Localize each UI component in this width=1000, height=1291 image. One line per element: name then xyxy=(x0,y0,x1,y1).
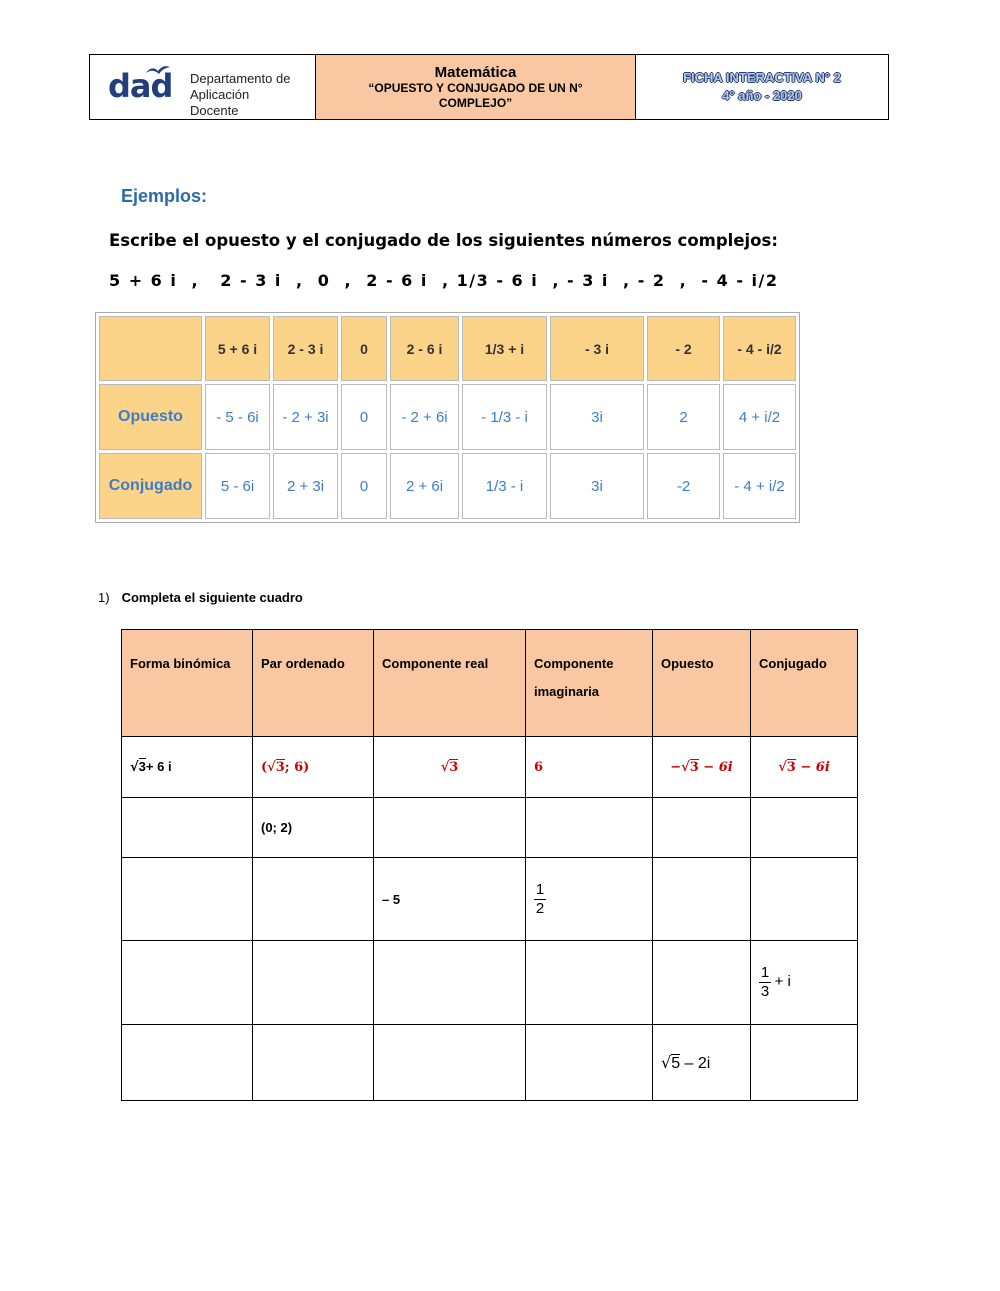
exercise-table xyxy=(121,629,858,1101)
par-ordenado-cell[interactable] xyxy=(253,858,374,941)
par-ordenado-cell[interactable] xyxy=(253,941,374,1025)
opuesto-cell[interactable]: √5 – 2i xyxy=(653,1025,751,1101)
conjugado-cell[interactable] xyxy=(751,798,858,858)
componente-imaginaria-cell[interactable] xyxy=(526,1025,653,1101)
column-header: 2 - 6 i xyxy=(390,316,459,381)
answer-cell: 3i xyxy=(550,384,644,450)
column-header: Componente imaginaria xyxy=(526,630,653,737)
table-row xyxy=(122,941,858,1025)
fraction: $\frac{1}{3}$ xyxy=(760,964,770,1000)
column-header: Par ordenado xyxy=(253,630,374,737)
sheet-year: 4° año - 2020 xyxy=(722,88,802,103)
column-header: - 3 i xyxy=(550,316,644,381)
department-name: Departamento de Aplicación Docente xyxy=(190,71,291,118)
examples-header-row xyxy=(99,316,796,381)
componente-imaginaria-cell[interactable] xyxy=(526,798,653,858)
column-header: Componente real xyxy=(374,630,526,737)
answer-cell: - 2 + 6i xyxy=(390,384,459,450)
answer-cell: 5 - 6i xyxy=(205,453,270,519)
conjugado-cell[interactable] xyxy=(751,858,858,941)
answer-cell: 0 xyxy=(341,384,387,450)
column-header: - 2 xyxy=(647,316,720,381)
header-box xyxy=(89,54,889,120)
numbers-line: 5 + 6 i , 2 - 3 i , 0 , 2 - 6 i , 1/3 - 6 i , - 3 i , - 2 , - 4 - i/2 xyxy=(109,271,779,290)
column-header: Opuesto xyxy=(653,630,751,737)
binomica-cell[interactable] xyxy=(122,1025,253,1101)
componente-real-cell[interactable]: – 5 xyxy=(374,858,526,941)
par-ordenado-cell[interactable] xyxy=(253,1025,374,1101)
answer-cell: 1/3 - i xyxy=(462,453,547,519)
answer-cell: 4 + i/2 xyxy=(723,384,796,450)
conjugado-cell[interactable]: √3 − 6i xyxy=(751,737,858,798)
exercise-title: 1) Completa el siguiente cuadro xyxy=(98,590,303,605)
answer-cell: 2 xyxy=(647,384,720,450)
examples-instruction: Escribe el opuesto y el conjugado de los siguientes números complejos: xyxy=(109,231,778,250)
column-header: Conjugado xyxy=(751,630,858,737)
exercise-header-row xyxy=(122,630,858,737)
row-label: Opuesto xyxy=(99,384,202,450)
fraction: $\frac{1}{2}$ xyxy=(535,880,545,917)
componente-imaginaria-cell[interactable] xyxy=(526,858,653,941)
header-subject-cell xyxy=(316,55,636,119)
answer-cell: 2 + 6i xyxy=(390,453,459,519)
answer-cell: - 4 + i/2 xyxy=(723,453,796,519)
componente-real-cell[interactable] xyxy=(374,1025,526,1101)
topic-line-2: COMPLEJO” xyxy=(438,95,513,110)
header-logo-cell xyxy=(90,55,316,119)
conjugado-cell[interactable] xyxy=(751,1025,858,1101)
column-header: Forma binómica xyxy=(122,630,253,737)
binomica-cell[interactable]: √3+ 6 i xyxy=(122,737,253,798)
table-row xyxy=(122,1025,858,1101)
answer-cell: -2 xyxy=(647,453,720,519)
componente-imaginaria-cell[interactable]: 6 xyxy=(526,737,653,798)
table-row xyxy=(122,858,858,941)
sheet-title: FICHA INTERACTIVA N° 2 xyxy=(683,70,841,85)
par-ordenado-cell[interactable]: (0; 2) xyxy=(253,798,374,858)
column-header: - 4 - i/2 xyxy=(723,316,796,381)
opuesto-cell[interactable] xyxy=(653,858,751,941)
binomica-cell[interactable] xyxy=(122,941,253,1025)
row-label: Conjugado xyxy=(99,453,202,519)
examples-heading: Ejemplos: xyxy=(121,186,208,206)
dad-logo: dad xyxy=(108,67,173,105)
header-sheet-cell xyxy=(636,55,888,119)
answer-cell: 3i xyxy=(550,453,644,519)
subject-title: Matemática xyxy=(434,63,517,81)
answer-cell: - 5 - 6i xyxy=(205,384,270,450)
opuesto-cell[interactable] xyxy=(653,798,751,858)
par-ordenado-cell[interactable]: (√3; 6) xyxy=(253,737,374,798)
column-header: 2 - 3 i xyxy=(273,316,338,381)
corner-cell xyxy=(99,316,202,381)
componente-real-cell[interactable] xyxy=(374,941,526,1025)
binomica-cell[interactable] xyxy=(122,858,253,941)
column-header: 1/3 + i xyxy=(462,316,547,381)
column-header: 5 + 6 i xyxy=(205,316,270,381)
answer-cell: - 1/3 - i xyxy=(462,384,547,450)
opuesto-cell[interactable]: −√3 − 6i xyxy=(653,737,751,798)
componente-imaginaria-cell[interactable] xyxy=(526,941,653,1025)
answer-cell: 2 + 3i xyxy=(273,453,338,519)
column-header: 0 xyxy=(341,316,387,381)
table-row xyxy=(122,798,858,858)
examples-table xyxy=(95,312,800,523)
bird-icon xyxy=(145,63,171,77)
conjugado-row xyxy=(99,453,796,519)
answer-cell: 0 xyxy=(341,453,387,519)
opuesto-cell[interactable] xyxy=(653,941,751,1025)
componente-real-cell[interactable] xyxy=(374,798,526,858)
table-row xyxy=(122,737,858,798)
opuesto-row xyxy=(99,384,796,450)
binomica-cell[interactable] xyxy=(122,798,253,858)
conjugado-cell[interactable]: $\frac{1}{3}$ + i xyxy=(751,941,858,1025)
componente-real-cell[interactable]: √3 xyxy=(374,737,526,798)
answer-cell: - 2 + 3i xyxy=(273,384,338,450)
topic-line-1: “OPUESTO Y CONJUGADO DE UN N° xyxy=(368,80,583,95)
